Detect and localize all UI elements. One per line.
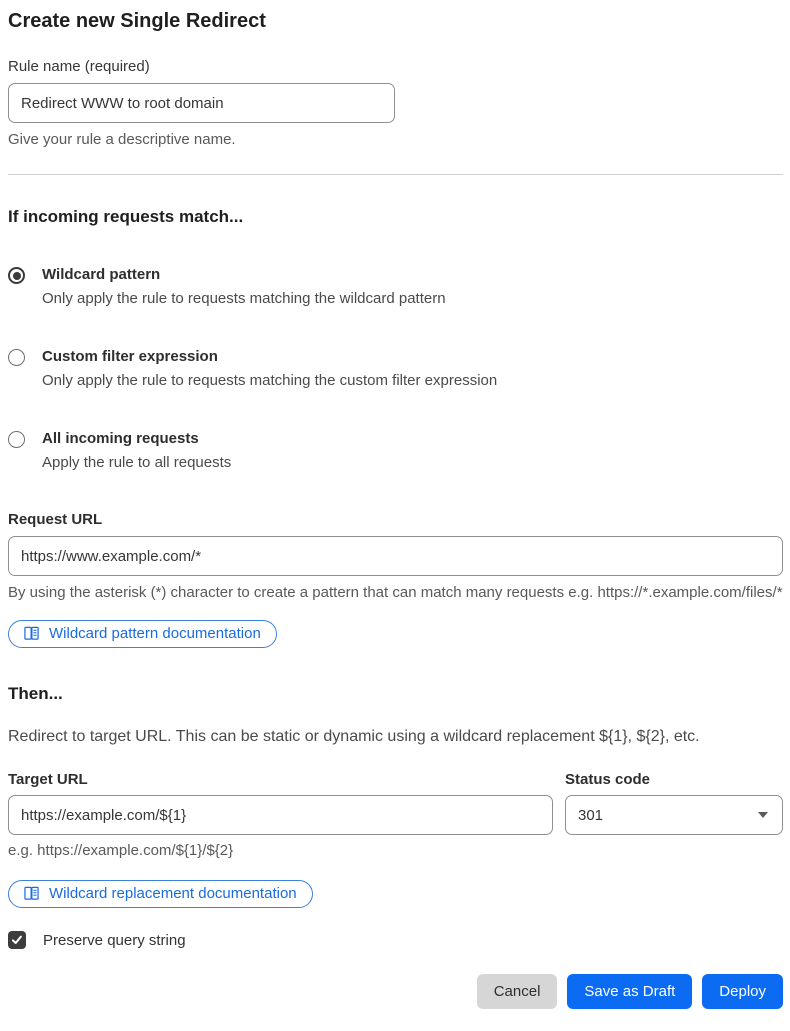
doc-button-label: Wildcard replacement documentation: [49, 885, 297, 902]
dropdown-caret-icon: [758, 812, 768, 818]
doc-button-label: Wildcard pattern documentation: [49, 625, 261, 642]
request-url-input[interactable]: [8, 536, 783, 576]
radio-description: Apply the rule to all requests: [42, 454, 232, 471]
radio-label: All incoming requests: [42, 430, 199, 447]
target-url-input[interactable]: [8, 795, 553, 835]
rule-name-label: Rule name (required): [8, 58, 150, 75]
radio-option-all-incoming-requests[interactable]: [8, 429, 783, 472]
target-row: [8, 771, 783, 835]
wildcard-pattern-documentation-button[interactable]: [8, 620, 277, 648]
then-section-heading: Then...: [8, 684, 63, 703]
radio-label: Wildcard pattern: [42, 266, 161, 283]
radio-description: Only apply the rule to requests matching the wildcard pattern: [42, 290, 446, 307]
preserve-query-string-label: Preserve query string: [43, 931, 186, 949]
target-url-helper: e.g. https://example.com/${1}/${2}: [8, 842, 234, 859]
radio-button[interactable]: [8, 267, 25, 284]
radio-option-wildcard-pattern[interactable]: [8, 265, 783, 308]
status-code-label: Status code: [565, 771, 651, 788]
radio-description: Only apply the rule to requests matching the custom filter expression: [42, 372, 498, 389]
radio-button[interactable]: [8, 349, 25, 366]
save-as-draft-button[interactable]: Save as Draft: [567, 974, 692, 1009]
status-code-select[interactable]: [565, 795, 783, 835]
section-divider: [8, 174, 783, 175]
preserve-query-string-row[interactable]: [8, 931, 783, 949]
form-footer: [8, 974, 783, 1009]
rule-name-helper: Give your rule a descriptive name.: [8, 131, 236, 148]
cancel-button[interactable]: Cancel: [477, 974, 558, 1009]
open-book-icon: [23, 626, 40, 641]
page-title: Create new Single Redirect: [8, 10, 266, 32]
open-book-icon: [23, 886, 40, 901]
request-url-label: Request URL: [8, 511, 103, 528]
match-section-heading: If incoming requests match...: [8, 207, 244, 226]
preserve-query-string-checkbox[interactable]: [8, 931, 26, 949]
match-type-radio-group: [8, 265, 783, 472]
status-code-value: 301: [578, 806, 604, 824]
radio-button[interactable]: [8, 431, 25, 448]
target-url-label: Target URL: [8, 771, 88, 788]
request-url-section: [8, 511, 783, 648]
then-section-description: Redirect to target URL. This can be static or dynamic using a wildcard replacement ${1}, ${2}, etc.: [8, 728, 700, 745]
request-url-helper: By using the asterisk (*) character to create a pattern that can match many requests e.g. https://*.example.com/files/*: [8, 584, 783, 601]
rule-name-input[interactable]: [8, 83, 395, 123]
radio-option-custom-filter-expression[interactable]: [8, 347, 783, 390]
checkmark-icon: [11, 934, 23, 946]
radio-label: Custom filter expression: [42, 348, 218, 365]
wildcard-replacement-documentation-button[interactable]: [8, 880, 313, 908]
deploy-button[interactable]: Deploy: [702, 974, 783, 1009]
